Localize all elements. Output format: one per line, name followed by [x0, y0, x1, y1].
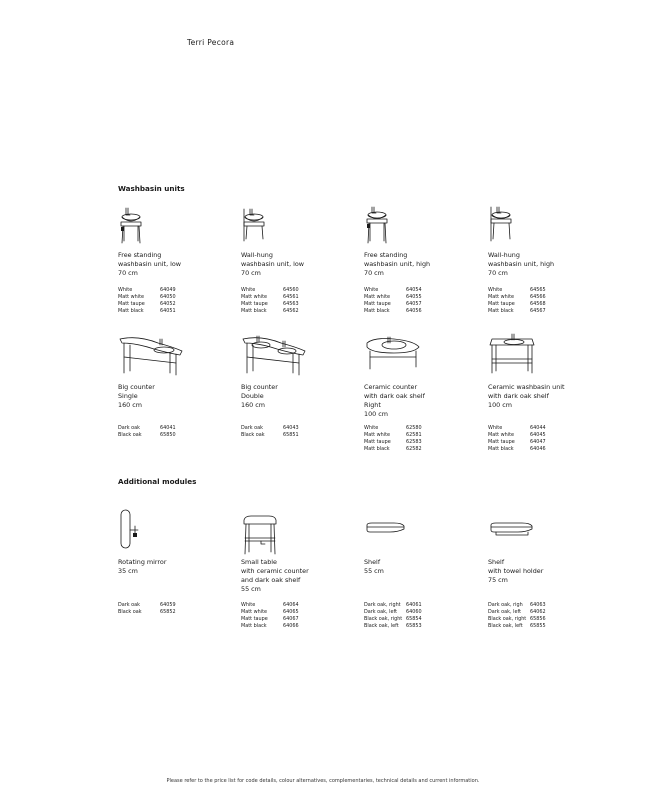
code-list: White 64565 Matt white 64566 Matt taupe 64568 Matt black 64567 [488, 287, 546, 314]
product-name: Free standing washbasin unit, low 70 cm [118, 251, 182, 277]
product-name: Shelf 55 cm [364, 558, 384, 575]
free-standing-low-icon [118, 205, 236, 245]
code-list: White 62580 Matt white 62581 Matt taupe 62583 Matt black 62582 [364, 425, 422, 452]
shelf-towel-holder-icon [488, 520, 606, 538]
section-title-washbasin-units: Washbasin units [118, 184, 185, 193]
product-name: Big counter Single 160 cm [118, 383, 155, 409]
code-list: Dark oak, right 64061 Dark oak, left 64060 Black oak, right 65854 Black oak, left 65853 [364, 602, 422, 629]
product-name: Small table with ceramic counter and dark oak shelf 55 cm [241, 558, 309, 593]
small-table-icon [241, 508, 359, 556]
code-list: Dark oak 64041 Black oak 65850 [118, 425, 176, 438]
product-name: Ceramic counter with dark oak shelf Right 100 cm [364, 383, 425, 418]
code-list: White 64064 Matt white 64065 Matt taupe 64067 Matt black 64066 [241, 602, 299, 629]
designer-name: Terri Pecora [187, 38, 235, 47]
code-list: White 64044 Matt white 64045 Matt taupe 64047 Matt black 64046 [488, 425, 546, 452]
section-title-additional-modules: Additional modules [118, 477, 197, 486]
big-counter-double-icon [241, 333, 359, 377]
product-name: Wall-hung washbasin unit, low 70 cm [241, 251, 305, 277]
ceramic-washbasin-unit-icon [488, 333, 606, 377]
code-list: Dark oak 64043 Black oak 65851 [241, 425, 299, 438]
wall-hung-low-icon [241, 205, 359, 245]
code-list: White 64054 Matt white 64055 Matt taupe 64057 Matt black 64056 [364, 287, 422, 314]
product-name: Big counter Double 160 cm [241, 383, 278, 409]
product-name: Rotating mirror 35 cm [118, 558, 167, 575]
product-name: Shelf with towel holder 75 cm [488, 558, 544, 584]
product-name: Wall-hung washbasin unit, high 70 cm [488, 251, 555, 277]
product-name: Ceramic washbasin unit with dark oak shelf 100 cm [488, 383, 565, 409]
code-list: White 64560 Matt white 64561 Matt taupe 64563 Matt black 64562 [241, 287, 299, 314]
big-counter-single-icon [118, 333, 236, 377]
wall-hung-high-icon [488, 205, 606, 245]
free-standing-high-icon [364, 205, 482, 245]
code-list: Dark oak 64059 Black oak 65852 [118, 602, 176, 615]
footer-note: Please refer to the price list for code details, colour alternatives, complementaries, technical details and current information. [166, 778, 480, 784]
code-list: White 64049 Matt white 64050 Matt taupe 64052 Matt black 64051 [118, 287, 176, 314]
rotating-mirror-icon [118, 508, 236, 552]
code-list: Dark oak, righ 64063 Dark oak, left 64062 Black oak, right 65856 Black oak, left 65855 [488, 602, 546, 629]
ceramic-counter-icon [364, 333, 482, 377]
shelf-icon [364, 520, 482, 536]
product-name: Free standing washbasin unit, high 70 cm [364, 251, 431, 277]
